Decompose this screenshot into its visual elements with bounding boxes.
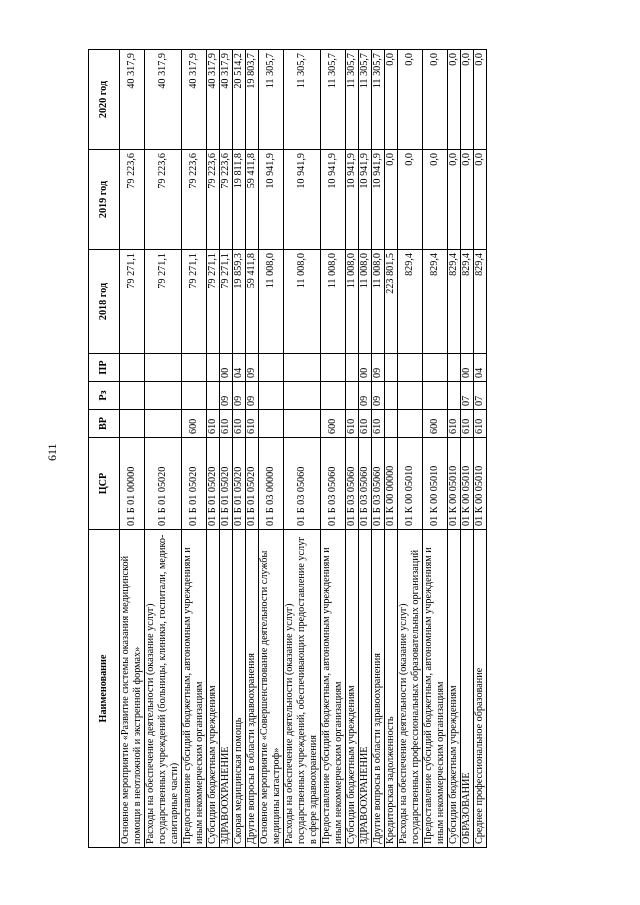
cell-2020: 11 305,7 [259,50,284,150]
cell-vr: 610 [207,410,220,438]
cell-pr: 09 [246,354,259,382]
cell-2018: 19 859,3 [233,250,246,354]
cell-rz [145,382,182,410]
cell-2018: 79 271,1 [145,250,182,354]
cell-2019: 79 223,6 [220,150,233,250]
cell-vr [120,410,145,438]
cell-pr: 04 [233,354,246,382]
cell-vr: 610 [246,410,259,438]
cell-2019: 10 941,9 [372,150,385,250]
cell-rz [398,382,423,410]
cell-pr [207,354,220,382]
table-header-row [89,50,120,848]
cell-rz [259,382,284,410]
cell-2020: 20 514,2 [233,50,246,150]
cell-2020: 0,0 [474,50,487,150]
cell-2019: 0,0 [474,150,487,250]
cell-2018: 59 411,8 [246,250,259,354]
table-row [233,50,246,848]
cell-2020: 11 305,7 [346,50,359,150]
cell-2018: 829,4 [474,250,487,354]
table-row [461,50,474,848]
cell-2020: 0,0 [461,50,474,150]
table-row [259,50,284,848]
cell-pr [182,354,207,382]
cell-name: Скорая медицинская помощь [233,530,246,848]
cell-2019: 10 941,9 [346,150,359,250]
cell-2019: 0,0 [398,150,423,250]
cell-name: Основное мероприятие «Развитие системы оказания медицинской помощи в неотложной и экстренной формах» [120,530,145,848]
cell-pr: 00 [359,354,372,382]
header-pr: ПР [89,354,120,382]
cell-rz [448,382,461,410]
cell-csr: 01 Б 01 05020 [207,438,220,530]
cell-pr: 00 [220,354,233,382]
table-row [423,50,448,848]
header-2020: 2020 год [89,50,120,150]
cell-vr: 600 [423,410,448,438]
cell-2018: 829,4 [448,250,461,354]
cell-csr: 01 К 00 05010 [398,438,423,530]
header-csr: ЦСР [89,438,120,530]
cell-2019: 79 223,6 [145,150,182,250]
cell-2019: 10 941,9 [259,150,284,250]
table-row [220,50,233,848]
cell-2020: 40 317,9 [220,50,233,150]
cell-pr [120,354,145,382]
table-row [359,50,372,848]
cell-name: Кредиторская задолженность [385,530,398,848]
cell-2018: 79 271,1 [207,250,220,354]
cell-name: Субсидии бюджетным учреждениям [448,530,461,848]
cell-rz: 07 [474,382,487,410]
header-name: Наименование [89,530,120,848]
table-row [120,50,145,848]
cell-2018: 11 008,0 [284,250,321,354]
budget-table [88,49,487,848]
table-row [182,50,207,848]
cell-name: ОБРАЗОВАНИЕ [461,530,474,848]
cell-vr [398,410,423,438]
cell-2019: 0,0 [385,150,398,250]
cell-2020: 11 305,7 [321,50,346,150]
cell-2018: 79 271,1 [220,250,233,354]
cell-vr: 610 [233,410,246,438]
cell-2018: 223 801,5 [385,250,398,354]
cell-name: Расходы на обеспечение деятельности (оказание услуг) государственных учреждений, обеспечивающих предоставление услуг в сфере здравоохранения [284,530,321,848]
cell-2018: 829,4 [398,250,423,354]
cell-csr: 01 Б 01 05020 [246,438,259,530]
cell-2018: 11 008,0 [321,250,346,354]
cell-name: Предоставление субсидий бюджетным, автономным учреждениям и иным некоммерческим организациям [321,530,346,848]
cell-vr: 600 [182,410,207,438]
cell-name: Субсидии бюджетным учреждениям [207,530,220,848]
cell-name: Другие вопросы в области здравоохранения [372,530,385,848]
table-row [398,50,423,848]
table-row [207,50,220,848]
table-row [246,50,259,848]
cell-csr: 01 Б 01 05020 [233,438,246,530]
cell-pr [385,354,398,382]
cell-rz [120,382,145,410]
cell-rz: 07 [461,382,474,410]
cell-2019: 0,0 [423,150,448,250]
cell-2019: 79 223,6 [207,150,220,250]
cell-2019: 0,0 [448,150,461,250]
cell-2019: 10 941,9 [284,150,321,250]
cell-pr: 00 [461,354,474,382]
table-row [448,50,461,848]
table-row [474,50,487,848]
table-row [346,50,359,848]
cell-csr: 01 Б 01 05020 [182,438,207,530]
cell-vr: 610 [220,410,233,438]
cell-rz: 09 [359,382,372,410]
cell-vr: 610 [448,410,461,438]
cell-pr [448,354,461,382]
budget-table-container [88,50,572,848]
cell-pr [321,354,346,382]
cell-pr [346,354,359,382]
cell-2020: 40 317,9 [182,50,207,150]
cell-csr: 01 Б 03 05060 [284,438,321,530]
cell-vr: 610 [372,410,385,438]
cell-rz [182,382,207,410]
cell-pr [423,354,448,382]
header-vr: ВР [89,410,120,438]
cell-csr: 01 К 00 05010 [461,438,474,530]
cell-vr: 600 [321,410,346,438]
header-2019: 2019 год [89,150,120,250]
cell-rz [284,382,321,410]
cell-2019: 79 223,6 [182,150,207,250]
table-row [372,50,385,848]
cell-name: Основное мероприятие «Совершенствование деятельности службы медицины катастроф» [259,530,284,848]
cell-csr: 01 Б 03 05060 [346,438,359,530]
cell-pr [259,354,284,382]
cell-2020: 40 317,9 [120,50,145,150]
cell-name: Расходы на обеспечение деятельности (оказание услуг) государственных профессиональных образовательных организаций [398,530,423,848]
cell-2020: 11 305,7 [284,50,321,150]
cell-2019: 59 411,8 [246,150,259,250]
cell-2018: 79 271,1 [120,250,145,354]
cell-csr: 01 Б 01 00000 [120,438,145,530]
cell-2019: 10 941,9 [359,150,372,250]
cell-csr: 01 Б 03 05060 [372,438,385,530]
cell-pr [284,354,321,382]
cell-rz: 09 [220,382,233,410]
cell-2018: 11 008,0 [359,250,372,354]
cell-name: Другие вопросы в области здравоохранения [246,530,259,848]
budget-table-rotated [88,50,572,848]
cell-2020: 11 305,7 [359,50,372,150]
cell-2018: 11 008,0 [346,250,359,354]
table-row [321,50,346,848]
cell-csr: 01 Б 03 05060 [359,438,372,530]
cell-csr: 01 Б 01 05020 [220,438,233,530]
cell-2019: 10 941,9 [321,150,346,250]
cell-2018: 829,4 [423,250,448,354]
cell-name: ЗДРАВООХРАНЕНИЕ [359,530,372,848]
page-number: 611 [45,443,59,461]
cell-name: Среднее профессиональное образование [474,530,487,848]
cell-csr: 01 Б 03 05060 [321,438,346,530]
cell-vr: 610 [346,410,359,438]
cell-vr: 610 [359,410,372,438]
cell-pr: 04 [474,354,487,382]
cell-rz: 09 [372,382,385,410]
cell-vr [385,410,398,438]
cell-2018: 79 271,1 [182,250,207,354]
cell-2018: 829,4 [461,250,474,354]
table-body [120,50,487,848]
cell-csr: 01 К 00 00000 [385,438,398,530]
cell-2019: 19 811,8 [233,150,246,250]
cell-rz: 09 [246,382,259,410]
cell-2018: 11 008,0 [372,250,385,354]
cell-2020: 40 317,9 [207,50,220,150]
header-2018: 2018 год [89,250,120,354]
cell-pr [398,354,423,382]
cell-2020: 0,0 [385,50,398,150]
cell-pr: 09 [372,354,385,382]
cell-name: Предоставление субсидий бюджетным, автономным учреждениям и иным некоммерческим организациям [182,530,207,848]
cell-vr [284,410,321,438]
cell-rz: 09 [233,382,246,410]
cell-csr: 01 К 00 05010 [448,438,461,530]
table-row [145,50,182,848]
cell-name: Расходы на обеспечение деятельности (оказание услуг) государственных учреждений (больницы, клиники, госпитали, медико-санитарные части) [145,530,182,848]
header-rz: Рз [89,382,120,410]
table-row [385,50,398,848]
table-row [284,50,321,848]
cell-2020: 0,0 [398,50,423,150]
cell-2020: 0,0 [448,50,461,150]
cell-rz [385,382,398,410]
cell-csr: 01 Б 01 05020 [145,438,182,530]
cell-rz [321,382,346,410]
cell-vr [259,410,284,438]
cell-2019: 79 223,6 [120,150,145,250]
cell-vr: 610 [461,410,474,438]
cell-rz [423,382,448,410]
cell-rz [207,382,220,410]
cell-2019: 0,0 [461,150,474,250]
cell-csr: 01 К 00 05010 [423,438,448,530]
cell-vr [145,410,182,438]
cell-2020: 0,0 [423,50,448,150]
cell-name: ЗДРАВООХРАНЕНИЕ [220,530,233,848]
cell-csr: 01 Б 03 00000 [259,438,284,530]
cell-2020: 40 317,9 [145,50,182,150]
cell-2018: 11 008,0 [259,250,284,354]
cell-2020: 19 803,7 [246,50,259,150]
cell-name: Субсидии бюджетным учреждениям [346,530,359,848]
cell-rz [346,382,359,410]
cell-2020: 11 305,7 [372,50,385,150]
cell-vr: 610 [474,410,487,438]
cell-pr [145,354,182,382]
cell-csr: 01 К 00 05010 [474,438,487,530]
cell-name: Предоставление субсидий бюджетным, автономным учреждениям и иным некоммерческим организациям [423,530,448,848]
